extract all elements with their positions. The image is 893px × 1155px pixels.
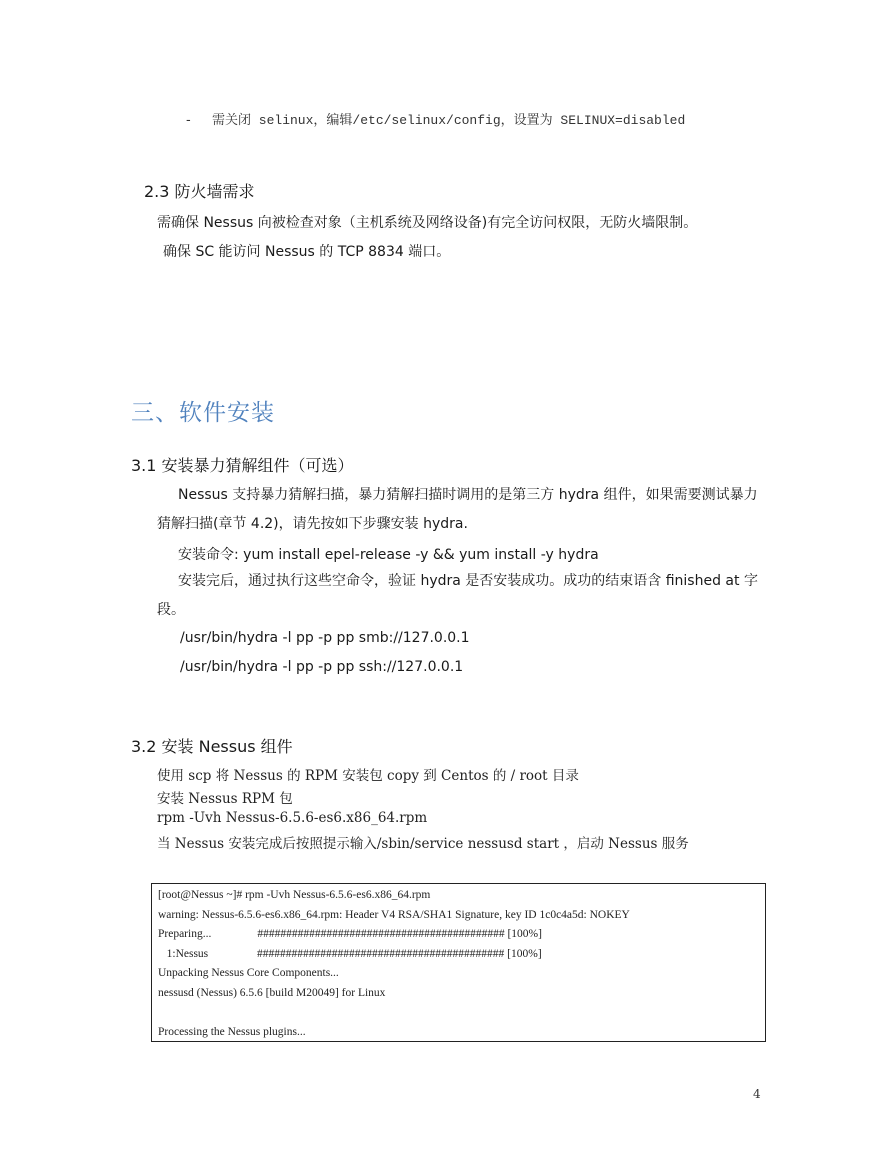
nessus-copy-line: 使用 scp 将 Nessus 的 RPM 安装包 copy 到 Centos 的 / root 目录 (157, 768, 579, 784)
chapter-3-heading: 三、软件安装 (131, 400, 275, 426)
nessus-rpm-line: 安装 Nessus RPM 包 (157, 791, 293, 807)
terminal-line: Preparing... ########################################### [100%] (158, 928, 542, 940)
selinux-note (186, 109, 685, 128)
hydra-verify-paragraph: 安装完后，通过执行这些空命令，验证 hydra 是否安装成功。成功的结束语含 finished at 字段。 (157, 573, 758, 618)
bullet-dash: - (186, 113, 191, 128)
hydra-intro-paragraph: Nessus 支持暴力猜解扫描，暴力猜解扫描时调用的是第三方 hydra 组件，如果需要测试暴力猜解扫描(章节 4.2)，请先按如下步骤安装 hydra. (157, 487, 758, 532)
firewall-line-2: 确保 SC 能访问 Nessus 的 TCP 8834 端口。 (163, 244, 451, 260)
heading-2-3: 2.3 防火墙需求 (144, 182, 255, 201)
terminal-line: warning: Nessus-6.5.6-es6.x86_64.rpm: Header V4 RSA/SHA1 Signature, key ID 1c0c4a5d: NOKEY (158, 908, 630, 921)
hydra-cmd-ssh: /usr/bin/hydra -l pp -p pp ssh://127.0.0.1 (180, 659, 464, 675)
heading-3-2: 3.2 安装 Nessus 组件 (131, 737, 293, 756)
terminal-line: Unpacking Nessus Core Components... (158, 967, 339, 979)
terminal-line (158, 1003, 759, 1023)
heading-3-1: 3.1 安装暴力猜解组件（可选） (131, 456, 354, 475)
hydra-install-command: 安装命令: yum install epel-release -y && yum install -y hydra (178, 547, 599, 563)
terminal-line: 1:Nessus ########################################### [100%] (158, 947, 542, 960)
nessus-start-line: 当 Nessus 安装完成后按照提示输入/sbin/service nessusd start ，启动 Nessus 服务 (157, 836, 689, 852)
terminal-line: Processing the Nessus plugins... (158, 1025, 306, 1038)
terminal-line: nessusd (Nessus) 6.5.6 [build M20049] for Linux (158, 986, 386, 999)
terminal-output-box (151, 883, 766, 1042)
page-number: 4 (753, 1087, 761, 1101)
hydra-cmd-smb: /usr/bin/hydra -l pp -p pp smb://127.0.0.1 (180, 630, 470, 646)
terminal-line: [root@Nessus ~]# rpm -Uvh Nessus-6.5.6-es6.x86_64.rpm (158, 889, 431, 901)
nessus-rpm-command: rpm -Uvh Nessus-6.5.6-es6.x86_64.rpm (157, 810, 428, 826)
selinux-note-text: 需关闭 selinux，编辑/etc/selinux/config，设置为 SELINUX=disabled (212, 113, 686, 128)
firewall-line-1: 需确保 Nessus 向被检查对象（主机系统及网络设备)有完全访问权限，无防火墙限制。 (157, 215, 698, 231)
